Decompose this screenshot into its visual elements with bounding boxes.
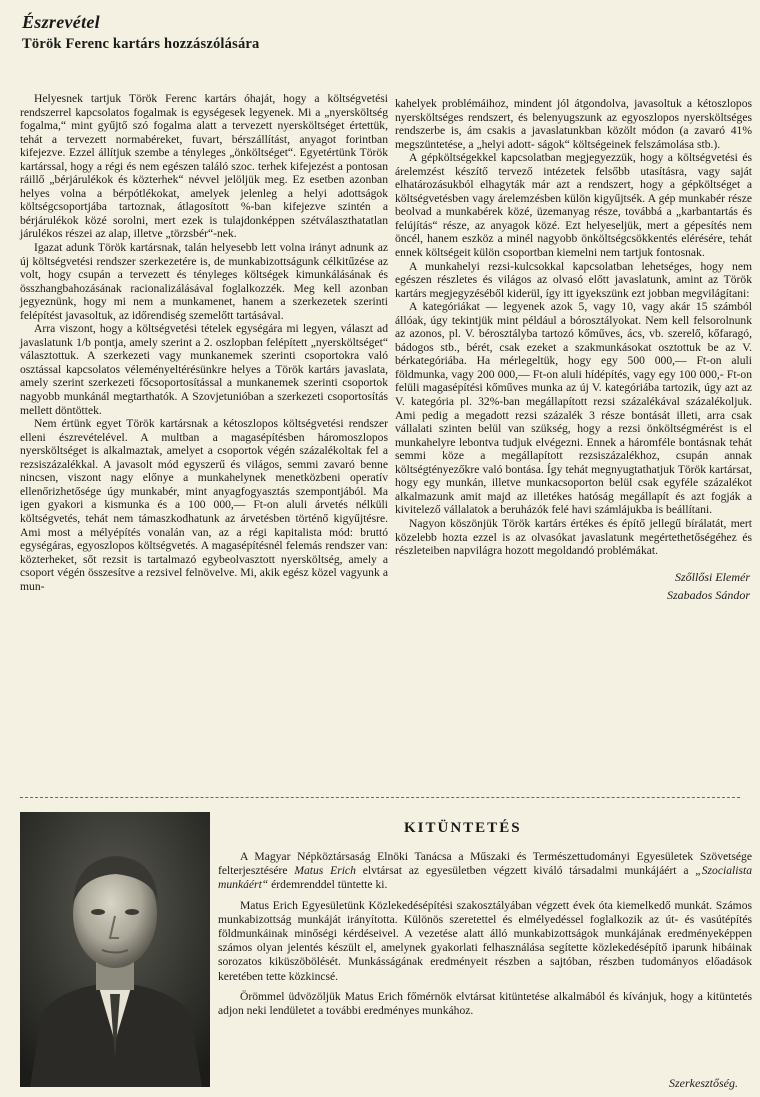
portrait-illustration [20,812,210,1087]
award-text-part: A Magyar Népköztársaság Elnöki Tanácsa a Műszaki és Természettudományi Egyesületek Szövetsége felterjesztésére [218,850,752,878]
paragraph: Igazat adunk Török kartársnak, talán helyesebb lett volna irányt adnunk az új költségvetési rendszer szerkezetére is, de munkabizottságunk célkitűzése az volt, hogy csupán a tervezett és tényleges költségek kimunkálásának és összhangbahozásának racionalizálásával foglalkozzék. Meg kell azonban jegyeznünk, hogy mi nem a munkamenet, hanem a szerkezetek szerinti felépítést javasoltuk, az időrendiség szemelőtt tartásával. [20,241,388,322]
paragraph: A munkahelyi rezsi-kulcsokkal kapcsolatban lehetséges, hogy nem egészen részletes és világos az olvasó előtt javaslatunk, amint az Török kartárs megjegyzéséből kiderül, így itt igyekszünk ezt jobban megvilágítani: [395,259,752,300]
rubric-heading: Észrevétel [22,12,100,32]
paragraph: A gépköltségekkel kapcsolatban megjegyezzük, hogy a költségvetési és árelemzést készítő tervező intézetek felsőbb utasításra, vagy saját elhatározásukból elhagyták már azt a rendszert, hogy a gépköltséget a költségvetésben vagy árelemzésben külön kigyűjtsék. A gép munkabér része beolvad a munkabérek közé, üzemanyag része, továbbá a „karbantartás és felújítás“ része, az anyagok közé. Ezt helyeseljük, mert a gépesítés nem öncél, hanem eszköz a minél nagyobb önköltségcsökkentés elérésére, tehát ennek költségeit külön csoportban kiemelni nem tartjuk fontosnak. [395,151,752,260]
paragraph [218,850,752,893]
award-text [218,850,752,1024]
medal-name: „Szocialista munkáért“ [218,864,752,892]
award-text-part: elvtársat az egyesületben végzett kiváló társadalmi munkájáért a [355,864,696,878]
article-title: Török Ferenc kartárs hozzászólására [22,36,260,52]
honoree-name: Matus Erich [294,864,356,878]
paragraph: kahelyek problémáihoz, mindent jól átgondolva, javasoltuk a kétoszlopos nyersköltséges rendszert, és belenyugszunk az egyoszlopos nyersköltséges rendszerbe is, ám csakis a javaslatunkban közölt módon (a zavaró 41% megszüntetése, a „helyi adott- ságok“ költségeinek felszámolása stb.). [395,97,752,151]
award-text-part: érdemrenddel tüntette ki. [268,878,388,892]
right-column [395,97,752,604]
portrait-photo [20,812,210,1087]
editorial-signature: Szerkesztőség. [669,1076,738,1090]
paragraph: Matus Erich Egyesületünk Közlekedésépítési szakosztályában végzett évek óta kiemelkedő munkát. Számos munkabizottság munkáját irányította. Különös szeretettel és elmélyedéssel foglalkozik az út- és vasútépítés földmunkáinak minőségi kérdéseivel. A vezetése alatt álló munkabizottságok munkájának eredményeképpen számos olyan jelentés készült el, amelynek gyakorlati felhasználása segítette közlekedésépítő iparunk hibáinak sorozatos kiküszöbölését. Munkásságának eredményeit részben a sajtóban, részben tudományos előadások keretében tette közkincsé. [218,898,752,983]
left-column [20,92,388,593]
paragraph: Örömmel üdvözöljük Matus Erich főmérnök elvtársat kitüntetése alkalmából és kívánjuk, hogy a kitüntetés adjon neki lendületet a további eredményes munkához. [218,989,752,1018]
award-heading: KITÜNTETÉS [404,820,522,836]
section-divider [20,797,740,798]
paragraph: Arra viszont, hogy a költségvetési tételek egységára mi legyen, választ ad javaslatunk 1/b pontja, amely szerint a 2. oszlopban felépített „nyersköltséget“ választottuk. A szerkezeti vagy munkanemek szerinti csoportokra való osztással kapcsolatos véleményeltérésünkre helyes a Török kartárs javaslata, amely szerint szerkezeti főcsoportosítással a munkanemek szerinti csoportok nagyobb munkánál megtarthatók. A Szovjetunióban a szerkezeti csoportosítás mellett döntöttek. [20,322,388,417]
paragraph: Helyesnek tartjuk Török Ferenc kartárs óhaját, hogy a költségvetési rendszerrel kapcsolatos fogalmak is egységesek legyenek. Mi a „nyersköltség fogalma,“ mint gyűjtő szó fogalma alatt a tervezett nyersköltséget értettük, tehát a tervezett normabéreket, fuvart, bérszállítást, anyagot forintban kifejezve. Ezzel állítjuk szembe a tényleges „önköltséget“. Egyetértünk Török kartárssal, hogy a régi és nem egészen találó szoc. terhek kifejezést a pontosan ráillő „bérjárulékok és közterhek“ névvel jelöljük meg. Ez esetben azonban helyes volna a bérpótlékokat, amelyek jelenleg a helyi adottságok költségcsoportjába tartoznak, átlagosított %-ban kifejezve szintén a bérjárulékok közé sorolni, mert ezek is tulajdonképpen szétválaszthatatlan járulékos részei az alap, illetve „törzsbér“-nek. [20,92,388,241]
paragraph: A kategóriákat — legyenek azok 5, vagy 10, vagy akár 15 számból állóak, úgy tekintjük mint például a bórosztályokat. Nem kell felsorolnunk az azonos, pl. V. bérosztályba tartozó kőműves, ács, vb. szerelő, kőfaragó, bádogos stb., bérét, csak ezeket a szakmunkásokat osztottuk be az V. bérkategóriába. Ha mérlegeltük, hogy egy 500 000,— Ft-on aluli földmunka, vagy 200 000,— Ft-on aluli hídépítés, vagy egy 100 000,- Ft-on felüli magasépítési kőműves munka az új V. kategóriába tartozik, úgy azt az V. kategória pl. 32%-ban megállapított rezsi százalékával százalékoljuk. Ami pedig a megadott rezsi százalék 3 része bontását illeti, arra csak vállalati szinten belül van szükség, hogy a rezsi önköltségmérést is el munkahelyre lebontva tudjuk elvégezni. Ennek a háromféle bontásnak tehát semmi köze a megállapított rezsiszázalékhoz, csupán annak költségtényezőkre való bontása. Így tehát megnyugtathatjuk Török kartársat, hogy egy munkán, illetve munkacsoporton belül csak egyféle százalékot alkalmazunk amit majd az illetékes hatóság megállapít és azt fogják a kivitelező vállalatok a beruházók felé havi számlájukba is beállítani. [395,300,752,517]
paragraph: Nem értünk egyet Török kartársnak a kétoszlopos költségvetési rendszer elleni észrevételével. A multban a magasépítésben háromoszlopos nyersköltséget is alkalmaztak, amelyet a csoportok végén százalékoltak fel a rezsiszázalékkal. A javasolt mód egyszerű és világos, semmi zavaró benne nincsen, viszont nagy előnye a munkahelynek menetközbeni operatív ellenőrizhetősége úgy munkabér, mint anyagfogyasztás szempontjából. Ma igen gyakori a kismunka és a 100 000,— Ft-on aluli árvetés nélküli költségvetés, tehát nem támaszkodhatunk az árvetésben történő kigyűjtésre. Ami most a mélyépítés vonalán van, az a régi kapitalista mód: bruttó egységáras, egyoszlopos költségvetés. A magasépítésnél felemás rendszer van: közterheket, sőt rezsit is tartalmazó egybeolvasztott nyersköltség, amely a csoport végén összesítve a rezsivel felnövelve. Mi, akik egész közel vagyunk a mun- [20,417,388,593]
author-signature: Szabados Sándor [666,587,750,602]
author-signature: Szőllősi Elemér [675,569,750,584]
paragraph: Nagyon köszönjük Török kartárs értékes és építő jellegű bírálatát, mert közelebb hozta ezzel is az olvasókat javaslatunk megértethetőségéhez és részleteiben napvilágra hozott megoldandó problémákat. [395,516,752,558]
